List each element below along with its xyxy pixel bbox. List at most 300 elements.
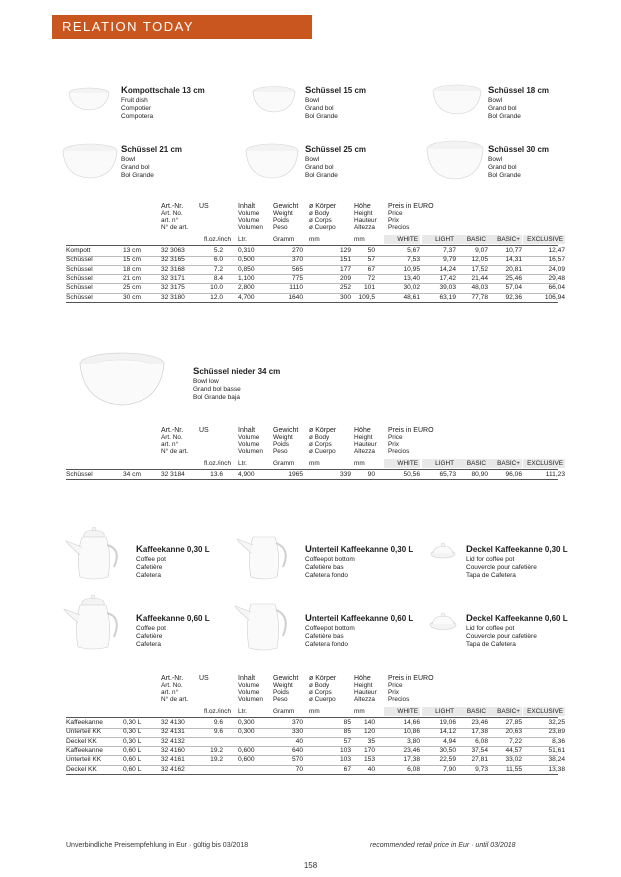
product-description	[136, 614, 210, 649]
price-header-cell	[384, 707, 420, 716]
product-description	[305, 545, 413, 580]
header-text: ø Body	[309, 210, 330, 217]
table-cell: 370	[291, 719, 303, 726]
header-text: Volumen	[238, 448, 263, 455]
header-divider	[66, 469, 558, 470]
header-text: Höhe	[354, 203, 371, 210]
table-cell: 17,42	[439, 274, 456, 282]
table-cell: 330	[291, 728, 303, 736]
price-header-cell	[488, 707, 522, 716]
product-title: Schüssel 30 cm	[488, 144, 550, 155]
product-translation: Bol Grande	[305, 113, 338, 120]
header-text: Gewicht	[273, 427, 299, 434]
column-header	[354, 203, 377, 231]
table-cell: 9,79	[443, 256, 456, 264]
header-text: Gewicht	[273, 675, 299, 682]
table-cell: 3,80	[407, 737, 420, 745]
table-cell: Deckel KK	[66, 765, 97, 773]
bowl-low-34-image	[76, 348, 168, 408]
header-text: Volume	[238, 689, 260, 696]
price-tier-label: BASIC	[466, 460, 486, 467]
table-cell: 57,04	[505, 284, 522, 292]
lid-060-image	[428, 611, 458, 633]
table-cell: 0,850	[238, 265, 255, 273]
column-header	[199, 203, 209, 210]
product-description	[305, 614, 413, 649]
table-cell: Deckel KK	[66, 737, 97, 745]
product-translation: Couvercle pour cafetière	[466, 564, 537, 571]
unit-label: Gramm	[273, 236, 295, 243]
header-divider	[66, 717, 558, 718]
product-translation: Grand bol	[305, 164, 334, 171]
product-title: Unterteil Kaffeekanne 0,60 L	[305, 613, 414, 624]
header-text: Height	[354, 210, 373, 217]
header-text: US	[199, 203, 209, 210]
header-text: Inhalt	[238, 203, 256, 210]
table-cell: 32 3168	[161, 265, 185, 273]
table-cell: 101	[363, 284, 375, 292]
header-text: Weight	[273, 434, 293, 441]
product-translation: Lid for coffee pot	[466, 625, 515, 632]
product-translation: Bowl	[488, 156, 503, 163]
table-cell: 640	[291, 746, 303, 754]
header-text: Preis in EURO	[388, 427, 434, 434]
table-cell: 120	[363, 728, 375, 736]
product-translation: Coffee pot	[136, 556, 166, 563]
table-cell: 48,61	[403, 293, 420, 301]
header-text: Preis in EURO	[388, 203, 434, 210]
product-translation: Cafetera	[136, 572, 161, 579]
product-translation: Cafetera fondo	[305, 641, 349, 648]
header-text: US	[199, 427, 209, 434]
table-cell: 17,38	[471, 728, 488, 736]
table-cell: 51,61	[548, 746, 565, 754]
table-cell: 7,37	[443, 247, 456, 254]
header-text: Weight	[273, 210, 293, 217]
table-cell: 11,55	[505, 765, 522, 773]
table-cell: 14,12	[439, 728, 456, 736]
table-cell: 565	[291, 265, 303, 273]
header-text: Height	[354, 434, 373, 441]
table-cell: Unterteil KK	[66, 728, 102, 736]
table-cell: 80,90	[471, 471, 488, 478]
product-translation: Grand bol	[488, 164, 517, 171]
unit-label: mm	[309, 460, 320, 467]
product-translation: Tapa de Cafetera	[466, 641, 516, 648]
column-header	[388, 203, 434, 231]
table-cell: Kaffeekanne	[66, 746, 103, 754]
product-description	[466, 545, 568, 580]
table-cell: 66,04	[548, 284, 565, 292]
table-cell: 5,67	[407, 247, 420, 254]
table-cell: 0,30 L	[123, 719, 142, 726]
header-text: Volume	[238, 210, 260, 217]
product-title: Schüssel 21 cm	[121, 144, 183, 155]
table-cell: 32 3175	[161, 284, 185, 292]
column-header	[161, 675, 188, 703]
table-cell: 19.2	[210, 756, 223, 764]
header-text: Precios	[388, 224, 410, 231]
table-cell: 14,24	[439, 265, 456, 273]
header-text: Höhe	[354, 675, 371, 682]
table-cell: 70	[295, 765, 303, 773]
table-cell: 50	[367, 247, 375, 254]
header-text: Height	[354, 682, 373, 689]
table-cell: 96,06	[505, 471, 522, 478]
product-translation: Bol Grande	[488, 172, 521, 179]
table-cell: 1965	[288, 471, 303, 478]
table-cell: Unterteil KK	[66, 756, 102, 764]
product-title: Kaffeekanne 0,60 L	[136, 613, 210, 624]
header-text: Price	[388, 434, 403, 441]
product-translation: Bol Grande	[488, 113, 521, 120]
table-cell: 12,05	[471, 256, 488, 264]
table-cell: 34 cm	[123, 471, 141, 478]
table-cell: 32 4162	[161, 765, 185, 773]
column-header	[161, 203, 188, 231]
table-cell: 57	[343, 737, 351, 745]
table-cell: 7.2	[213, 265, 223, 273]
table-cell: 44,57	[505, 746, 522, 754]
unit-label: Ltr.	[238, 708, 247, 715]
header-text: Hauteur	[354, 441, 377, 448]
table-cell: 32 4130	[161, 719, 185, 726]
price-tier-label: BASIC	[466, 708, 486, 715]
price-tier-label: BASIC+	[497, 236, 520, 243]
table-cell: Schüssel	[66, 471, 93, 478]
table-cell: 0,60 L	[123, 765, 142, 773]
header-text: Prix	[388, 689, 400, 696]
table-cell: Schüssel	[66, 293, 93, 301]
price-tier-label: LIGHT	[435, 708, 454, 715]
unit-label: mm	[309, 708, 320, 715]
product-translation: Cafetière bas	[305, 633, 344, 640]
header-text: ø Corps	[309, 217, 332, 224]
footer-right: recommended retail price in Eur · until 03/2018	[370, 842, 516, 849]
header-text: Höhe	[354, 427, 371, 434]
table-cell: 16,57	[548, 256, 565, 264]
table-cell: 4,700	[238, 293, 255, 301]
table-cell: 67	[343, 765, 351, 773]
header-text: Art. No.	[161, 682, 183, 689]
price-tier-label: EXCLUSIVE	[527, 236, 563, 243]
table-cell: 38,24	[548, 756, 565, 764]
column-header	[161, 427, 188, 455]
table-cell: 111,23	[545, 471, 565, 478]
price-header-cell	[523, 235, 565, 244]
table-cell: 270	[291, 247, 303, 254]
price-header-cell	[454, 459, 488, 468]
header-text: Altezza	[354, 696, 375, 703]
product-translation: Lid for coffee pot	[466, 556, 515, 563]
table-cell: 32 4161	[161, 756, 185, 764]
table-cell: 9,07	[475, 247, 488, 254]
table-cell: 14,31	[505, 256, 522, 264]
column-header	[273, 203, 298, 231]
table-cell: 7,90	[443, 765, 456, 773]
table-cell: 8.4	[213, 274, 223, 282]
header-text: Poids	[273, 441, 289, 448]
unit-label: mm	[354, 708, 365, 715]
product-title: Schüssel 15 cm	[305, 85, 367, 96]
header-text: Art.-Nr.	[161, 675, 184, 682]
product-title: Deckel Kaffeekanne 0,60 L	[466, 613, 568, 624]
header-text: ø Body	[309, 434, 330, 441]
product-translation: Bowl low	[193, 378, 219, 385]
header-text: N° de art.	[161, 224, 189, 231]
column-header	[238, 675, 263, 703]
product-translation: Compotier	[121, 105, 151, 112]
table-cell: 27,81	[471, 756, 488, 764]
unit-label: Gramm	[273, 460, 295, 467]
table-cell: 0,30 L	[123, 737, 142, 745]
table-cell: 23,46	[403, 746, 420, 754]
product-translation: Grand bol basse	[193, 386, 241, 393]
price-header-cell	[523, 707, 565, 716]
table-cell: 18 cm	[123, 265, 141, 273]
product-translation: Fruit dish	[121, 97, 148, 104]
page-number: 158	[303, 861, 318, 870]
table-cell: 106,94	[544, 293, 565, 301]
column-header	[354, 675, 377, 703]
product-title: Deckel Kaffeekanne 0,30 L	[466, 544, 568, 555]
unit-label: mm	[354, 460, 365, 467]
price-tier-label: LIGHT	[435, 460, 454, 467]
column-header	[273, 675, 298, 703]
table-cell: 85	[343, 719, 351, 726]
table-cell: 30 cm	[123, 293, 141, 301]
table-cell: 14,66	[403, 719, 420, 726]
header-text: Price	[388, 682, 403, 689]
price-tier-label: BASIC	[466, 236, 486, 243]
table-cell: 32 3171	[161, 274, 185, 282]
table-cell: 40	[295, 737, 303, 745]
table-cell: 10,95	[403, 265, 420, 273]
table-cell: 13,38	[548, 765, 565, 773]
header-text: N° de art.	[161, 448, 189, 455]
table-cell: 10,77	[505, 247, 522, 254]
table-cell: 22,59	[439, 756, 456, 764]
table-cell: 6.0	[213, 256, 223, 264]
table-cell: 9.6	[213, 728, 223, 736]
product-description	[305, 145, 366, 180]
table-cell: 32 4131	[161, 728, 185, 736]
table-cell: 7,53	[407, 256, 420, 264]
bowl-18-image	[430, 82, 484, 116]
table-cell: 90	[367, 471, 375, 478]
table-cell: 252	[339, 284, 351, 292]
table-cell: 37,54	[471, 746, 488, 754]
price-header-cell	[422, 459, 456, 468]
header-divider	[66, 245, 558, 246]
table-cell: 0,60 L	[123, 756, 142, 764]
table-cell: Schüssel	[66, 274, 93, 282]
product-translation: Bol Grande	[305, 172, 338, 179]
banner-title: RELATION TODAY	[62, 19, 195, 34]
table-cell: 151	[339, 256, 351, 264]
table-cell: 0,600	[238, 756, 255, 764]
header-text: ø Cuerpo	[309, 696, 336, 703]
table-cell: 339	[339, 471, 351, 478]
product-description	[121, 86, 205, 121]
header-text: ø Körper	[309, 203, 337, 210]
table-cell: 170	[363, 746, 375, 754]
table-cell: 65,73	[439, 471, 456, 478]
header-text: Weight	[273, 682, 293, 689]
footer-left: Unverbindliche Preisempfehlung in Eur · gültig bis 03/2018	[66, 842, 249, 849]
header-text: ø Cuerpo	[309, 448, 336, 455]
table-cell: 50,56	[403, 471, 420, 478]
table-cell: 13.6	[210, 471, 223, 478]
price-tier-label: WHITE	[397, 708, 418, 715]
product-title: Unterteil Kaffeekanne 0,30 L	[305, 544, 414, 555]
product-translation: Cafetera	[136, 641, 161, 648]
price-tier-label: WHITE	[397, 460, 418, 467]
header-text: ø Körper	[309, 427, 337, 434]
coffeepot-bottom-060-image	[231, 594, 301, 654]
header-text: art. n°	[161, 689, 179, 696]
table-cell: 23,46	[471, 719, 488, 726]
table-cell: 0,300	[238, 728, 255, 736]
price-header-cell	[384, 235, 420, 244]
header-text: N° de art.	[161, 696, 189, 703]
header-text: ø Corps	[309, 441, 332, 448]
column-header	[309, 203, 336, 231]
table-cell: 103	[339, 756, 351, 764]
table-cell: 7,22	[509, 737, 522, 745]
table-cell: Schüssel	[66, 284, 93, 292]
header-text: Gewicht	[273, 203, 299, 210]
column-header	[238, 203, 263, 231]
table-cell: 0,600	[238, 746, 255, 754]
header-text: ø Body	[309, 682, 330, 689]
table-cell: 4,900	[238, 471, 255, 478]
table-cell: 0,310	[238, 247, 255, 254]
table-cell: 8,36	[552, 737, 565, 745]
product-title: Kompottschale 13 cm	[121, 85, 205, 96]
header-text: Peso	[273, 696, 288, 703]
price-header-cell	[454, 235, 488, 244]
price-tier-label: EXCLUSIVE	[527, 708, 563, 715]
header-text: Peso	[273, 448, 288, 455]
header-text: Peso	[273, 224, 288, 231]
table-bottom-rule	[66, 302, 558, 303]
unit-label: mm	[354, 236, 365, 243]
table-cell: 72	[367, 274, 375, 282]
product-translation: Cafetière bas	[305, 564, 344, 571]
table-cell: 39,03	[439, 284, 456, 292]
table-cell: 6,08	[407, 765, 420, 773]
unit-label: fl.oz./inch	[204, 236, 231, 243]
table-cell: 109,5	[358, 293, 375, 301]
table-cell: 32 3063	[161, 247, 185, 254]
table-cell: 0,500	[238, 256, 255, 264]
table-cell: 103	[339, 746, 351, 754]
product-translation: Coffeepot bottom	[305, 556, 355, 563]
product-description	[121, 145, 182, 180]
header-text: Precios	[388, 448, 410, 455]
table-cell: 1640	[288, 293, 303, 301]
table-cell: 32 3165	[161, 256, 185, 264]
product-translation: Coffee pot	[136, 625, 166, 632]
table-cell: 300	[339, 293, 351, 301]
header-text: Inhalt	[238, 427, 256, 434]
column-header	[388, 675, 434, 703]
header-text: Volumen	[238, 224, 263, 231]
table-cell: 19,06	[439, 719, 456, 726]
product-description	[488, 145, 549, 180]
price-header-cell	[488, 235, 522, 244]
table-cell: 57	[367, 256, 375, 264]
price-tier-label: EXCLUSIVE	[527, 460, 563, 467]
table-cell: 1110	[289, 284, 303, 292]
unit-label: fl.oz./inch	[204, 708, 231, 715]
table-bottom-rule	[66, 774, 558, 775]
header-text: Prix	[388, 441, 400, 448]
table-cell: 25,46	[505, 274, 522, 282]
table-cell: 12.0	[210, 293, 223, 301]
product-translation: Tapa de Cafetera	[466, 572, 516, 579]
column-header	[199, 427, 209, 434]
product-translation: Cafetière	[136, 564, 163, 571]
table-cell: 570	[291, 756, 303, 764]
product-translation: Compotera	[121, 113, 154, 120]
table-cell: 9.6	[213, 719, 223, 726]
table-cell: 20,63	[505, 728, 522, 736]
header-text: Inhalt	[238, 675, 256, 682]
table-cell: 17,52	[471, 265, 488, 273]
product-translation: Cafetera fondo	[305, 572, 349, 579]
product-title: Schüssel 18 cm	[488, 85, 550, 96]
coffeepot-bottom-030-image	[233, 527, 299, 583]
header-text: ø Corps	[309, 689, 332, 696]
unit-label: Ltr.	[238, 236, 247, 243]
product-translation: Couvercle pour cafetière	[466, 633, 537, 640]
table-cell: 5.2	[213, 247, 223, 254]
table-cell: 17,38	[403, 756, 420, 764]
table-cell: 32 3184	[161, 471, 185, 478]
unit-label: Gramm	[273, 708, 295, 715]
price-header-cell	[523, 459, 565, 468]
column-header	[309, 675, 336, 703]
header-text: Hauteur	[354, 217, 377, 224]
product-translation: Coffeepot bottom	[305, 625, 355, 632]
product-translation: Grand bol	[121, 164, 150, 171]
table-cell: 10.0	[210, 284, 223, 292]
table-cell: 23,89	[548, 728, 565, 736]
header-text: Poids	[273, 689, 289, 696]
product-translation: Cafetière	[136, 633, 163, 640]
table-cell: 4,94	[443, 737, 456, 745]
table-cell: 32 3180	[161, 293, 185, 301]
table-cell: 10,86	[403, 728, 420, 736]
table-cell: 12,47	[548, 247, 565, 254]
coffeepot-030-image	[62, 525, 132, 583]
price-header-cell	[384, 459, 420, 468]
product-title: Schüssel nieder 34 cm	[193, 366, 281, 377]
bowl-25-image	[243, 140, 301, 180]
product-translation: Bol Grande	[121, 172, 154, 179]
table-cell: 209	[339, 274, 351, 282]
price-header-cell	[422, 707, 456, 716]
table-cell: 21,44	[471, 274, 488, 282]
table-cell: 20,81	[505, 265, 522, 273]
table-cell: 775	[291, 274, 303, 282]
product-title: Kaffeekanne 0,30 L	[136, 544, 210, 555]
table-cell: 13,40	[403, 274, 420, 282]
header-text: Art.-Nr.	[161, 427, 184, 434]
table-cell: Schüssel	[66, 265, 93, 273]
